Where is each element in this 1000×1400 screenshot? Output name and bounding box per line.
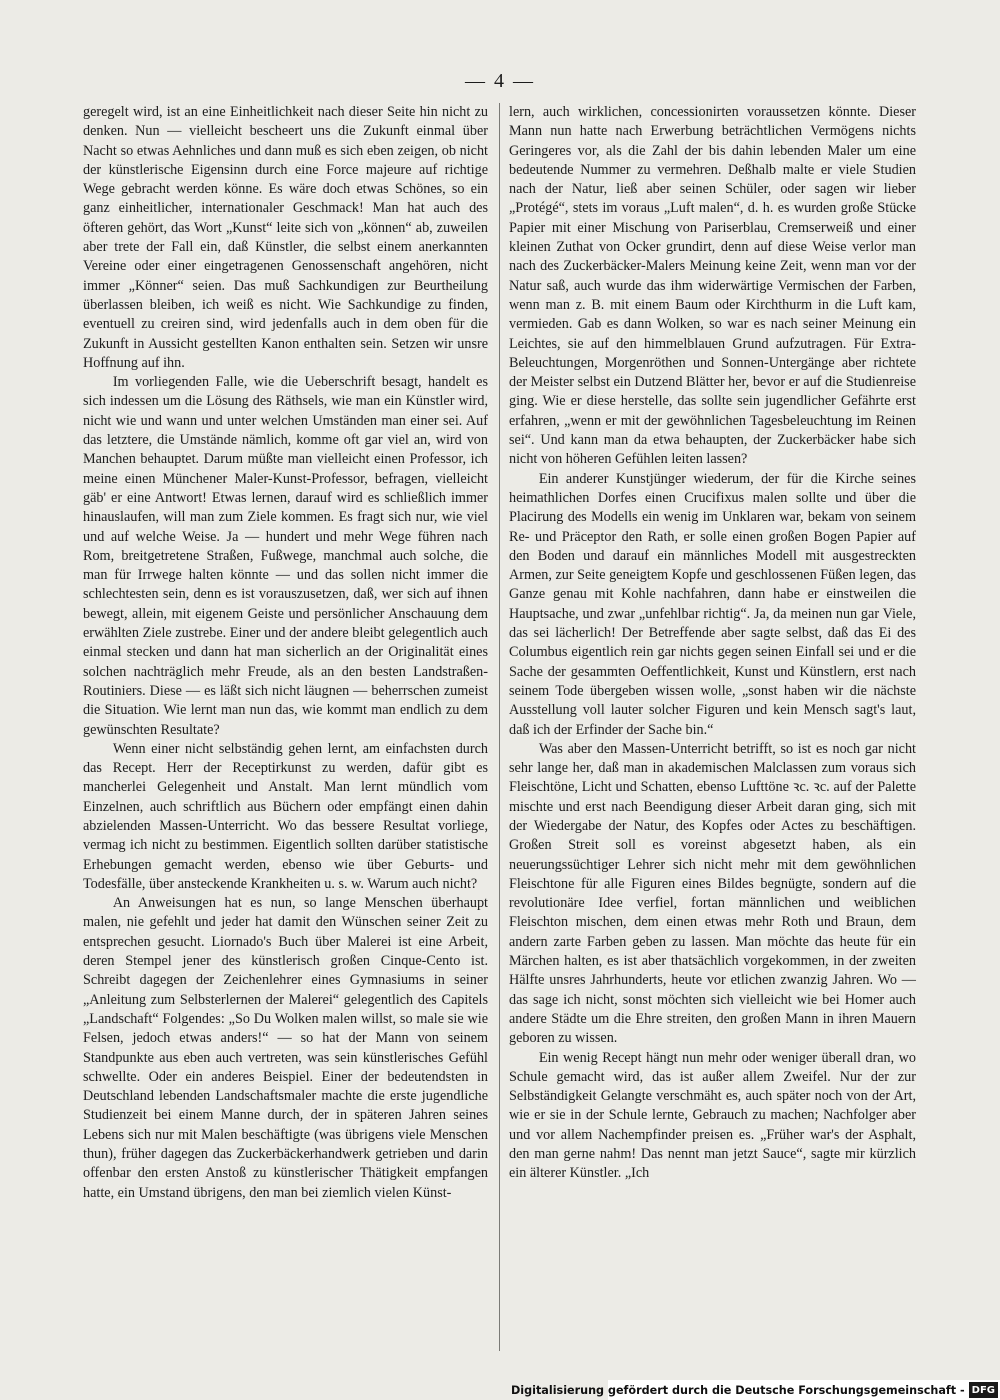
paragraph: Wenn einer nicht selbständig gehen lernt, am einfachsten durch das Recept. Herr der Receptirkunst zu werden, dafür gibt es mancherlei Gelegenheit und Anstalt. Man lernt mündlich vom Einzelnen, auch schriftlich aus Büchern oder empfängt einen dahin abzielenden Massen-Unterricht. Wo das bessere Resultat vorliege, vermag ich nicht zu bestimmen. Eigentlich sollten darüber statistische Erhebungen gemacht werden, ebenso wie über Geburts- und Todesfälle, über ansteckende Krankheiten u. s. w. Warum auch nicht? — [83, 740, 488, 892]
right-text-column — [509, 103, 916, 1184]
page-number: — 4 — — [465, 70, 535, 92]
paragraph: Ein wenig Recept hängt nun mehr oder weniger überall dran, wo Schule gemacht wird, das ist außer allem Zweifel. Nur der zur Selbständigkeit Gelangte verschmäht es, auch später noch von der Art, wie er sie in der Schule lernte, Gebrauch zu machen; Nachfolger aber und vor allem Nachempfinder preisen es. „Früher war's der Asphalt, den man gerne nahm! Das nennt man jetzt Sauce“, sagte mir kürzlich ein älterer Künstler. „Ich — [509, 1049, 916, 1182]
paragraph: An Anweisungen hat es nun, so lange Menschen überhaupt malen, nie gefehlt und jeder hat damit den Wünschen seiner Zeit zu entsprechen gesucht. Liornado's Buch über Malerei ist eine Arbeit, deren Stempel jener des künstlerisch großen Cinque-Cento ist. Schreibt dagegen der Zeichenlehrer eines Gymnasiums in seiner „Anleitung zum Selbsterlernen der Malerei“ gelegentlich des Capitels „Landschaft“ Folgendes: „So Du Wolken malen willst, so male sie wie Felsen, jedoch etwas anders!“ — so hat der Mann von seinem Standpunkte aus eben auch vertreten, was sein künstlerisches Gefühl schwellte. Oder ein anderes Beispiel. Einer der bedeutendsten in Deutschland lebenden Landschaftsmaler machte die erste jugendliche Studienzeit bei einem Manne durch, der in späteren Jahren seines Lebens sich nur mit Malen beschäftigte (was übrigens viele Menschen thun), früher dagegen das Zuckerbäckerhandwerk getrieben und darin offenbar den ersten Anstoß zu künstlerischer Thätigkeit empfangen hatte, ein Umstand übrigens, den man bei ziemlich vielen Künst- — [83, 895, 488, 1201]
paragraph: Was aber den Massen-Unterricht betrifft, so ist es noch gar nicht sehr lange her, daß man in akademischen Malclassen zum voraus sich Fleischtöne, Licht und Schatten, ebenso Lufttöne ꝛc. ꝛc. auf der Palette mischte und erst nach Beendigung dieser Arbeit daran ging, sich mit der Wiedergabe der Natur, des Kopfes oder Actes zu beschäftigen. Großen Streit soll es voreinst abgesetzt haben, als ein neuerungssüchtiger Lehrer sich nicht mehr mit dem gewöhnlichen Fleischtone für alle Figuren eines Bildes begnügte, sondern auf die revolutionäre Idee verfiel, fortan männlichen und weiblichen Fleischton mischen, dem einen etwas mehr Roth und Braun, dem andern zarte Farben geben zu lassen. Man möchte das heute für ein Märchen halten, es ist aber thatsächlich vorgekommen, in der zweiten Hälfte unsres Jahrhunderts, heute vor etlichen zwanzig Jahren. Wo — das sage ich nicht, sonst möchten sich vielleicht wie bei Homer auch andere Städte um die Ehre streiten, den großen Mann in ihren Mauern geboren zu wissen. — [509, 740, 916, 1047]
column-divider — [499, 103, 500, 1351]
paragraph: Im vorliegenden Falle, wie die Ueberschrift besagt, handelt es sich indessen um die Lösung des Räthsels, wie man ein Künstler wird, nicht wie und wann und unter welchen Umständen man einer sei. Auf das letztere, die Umstände nämlich, komme oft gar viel an, wird von Manchen behauptet. Darum müßte man vielleicht einen Professor, ich meine einen Münchener Maler-Kunst-Professor, befragen, vielleicht gäb' er eine Antwort! Etwas lernen, darauf wird es schließlich immer hinauslaufen, will man zum Ziele kommen. Es fragt sich nur, wie viel und auf welche Weise. Ja — hundert und mehr Wege führen nach Rom, breitgetretene Straßen, Fußwege, manchmal auch solche, die man für Irrwege halten könnte — und das sollen nicht immer die schlechtesten sein, denn es ist vorauszusetzen, daß, wer sich auf ihnen bewegt, allein, mit eigenem Geiste und persönlicher Anschauung dem erwählten Ziele zustrebe. Einer und der andere bleibt gelegentlich auch einmal stecken und dann hat man sicherlich an der Originalität eines solchen nachträglich mehr Freude, als an den besten Landstraßen-Routiniers. Diese — es läßt sich nicht läugnen — beherrschen zumeist die Situation. Wie lernt man nun das, wie kommt man endlich zu dem gewünschten Resultate? — [83, 374, 488, 738]
paragraph: lern, auch wirklichen, concessionirten voraussetzen könnte. Dieser Mann nun hatte nach Erwerbung beträchtlichen Vermögens nichts Geringeres vor, als die Zahl der bis dahin lebenden Maler um eine bedeutende Nummer zu vermehren. Deßhalb malte er viele Studien nach der Natur, ließ aber seinen Schüler, oder sagen wir lieber „Protégé“, stets im voraus „Luft malen“, d. h. es wurden große Stücke Papier mit einer Mischung von Pariserblau, Cremserweiß und einer kleinen Zuthat von Ocker grundirt, denn auf diese Weise verlor man nach des Zuckerbäcker-Malers Meinung keine Zeit, wenn man vor der Natur saß, auch wurde das ihm widerwärtige Vermischen der Farben, wenn man z. B. mit einem Baum oder Kirchthurm in die Luft kam, vermieden. Gab es dann Wolken, so war es nach seiner Meinung ein Leichtes, sie auf den himmelblauen Grund aufzutragen. Für Extra-Beleuchtungen, Morgenröthen und Sonnen-Untergänge aber richtete der Meister selbst ein Dutzend Blätter her, bevor er auf die Studienreise ging. Wie er diese herstelle, das sollte sein jugendlicher Gefährte erst erfahren, „wenn er mit der gewöhnlichen Tagesbeleuchtung im Reinen sei“. Und kann man da etwa behaupten, der Zuckerbäcker habe sich nicht von höheren Gefühlen leiten lassen? — [509, 104, 916, 468]
paragraph: Ein anderer Kunstjünger wiederum, der für die Kirche seines heimathlichen Dorfes einen Crucifixus malen sollte und über die Placirung des Modells ein wenig im Unklaren war, bekam von seinem Re- und Präceptor den Rath, er solle einen großen Bogen Papier auf den Boden und darauf ein männliches Modell mit ausgestreckten Armen, zur Seite geneigtem Kopfe und geschlossenen Füßen legen, das Ganze genau mit Kohle nachfahren, dann habe er einstweilen die Hauptsache, und zwar „unfehlbar richtig“. Ja, da meinen nun gar Viele, das sei lächerlich! Der Betreffende aber sagte selbst, daß das Ei des Columbus eigentlich rein gar nichts gegen seinen Einfall sei und er die Sache der gesammten Oeffentlichkeit, Kunst und Künstlern, erst nach seinem Tode übergeben wissen wolle, „sonst haben wir die nächste Ausstellung voll lauter solcher Figuren und kein Mensch sagt's laut, daß ich der Erfinder der Sache bin.“ — [509, 470, 916, 738]
funding-notice: Digitalisierung gefördert durch die Deutsche Forschungsgemeinschaft - — [511, 1383, 965, 1397]
paragraph: geregelt wird, ist an eine Einheitlichkeit nach dieser Seite hin nicht zu denken. Nun — vielleicht bescheert uns die Zukunft einmal über Nacht so etwas Aehnliches und dann muß es sich eben zeigen, ob nicht der künstlerische Eigensinn durch eine Force majeure auf richtige Wege gebracht werden könne. Es wäre doch etwas Schönes, so ein ganz einheitlicher, internationaler Geschmack! Man hat auch des öfteren gehört, das Wort „Kunst“ leite sich von „können“ ab, zuweilen aber trete der Fall ein, daß Künstler, die selbst einem anerkannten Vereine oder einer eingetragenen Genossenschaft angehören, nicht immer „Könner“ seien. Das muß Sachkundigen zur Beurtheilung überlassen bleiben, ich weiß es nicht. Wie Sachkundige zu finden, eventuell zu creiren sind, wird jedenfalls auch in dem oben für die Zukunft in Aussicht gestellten Kanon enthalten sein. Setzen wir unsre Hoffnung auf ihn. — [83, 104, 488, 371]
funding-footer — [511, 1380, 1000, 1400]
dfg-logo: DFG — [969, 1382, 998, 1398]
left-text-column — [83, 103, 488, 1203]
